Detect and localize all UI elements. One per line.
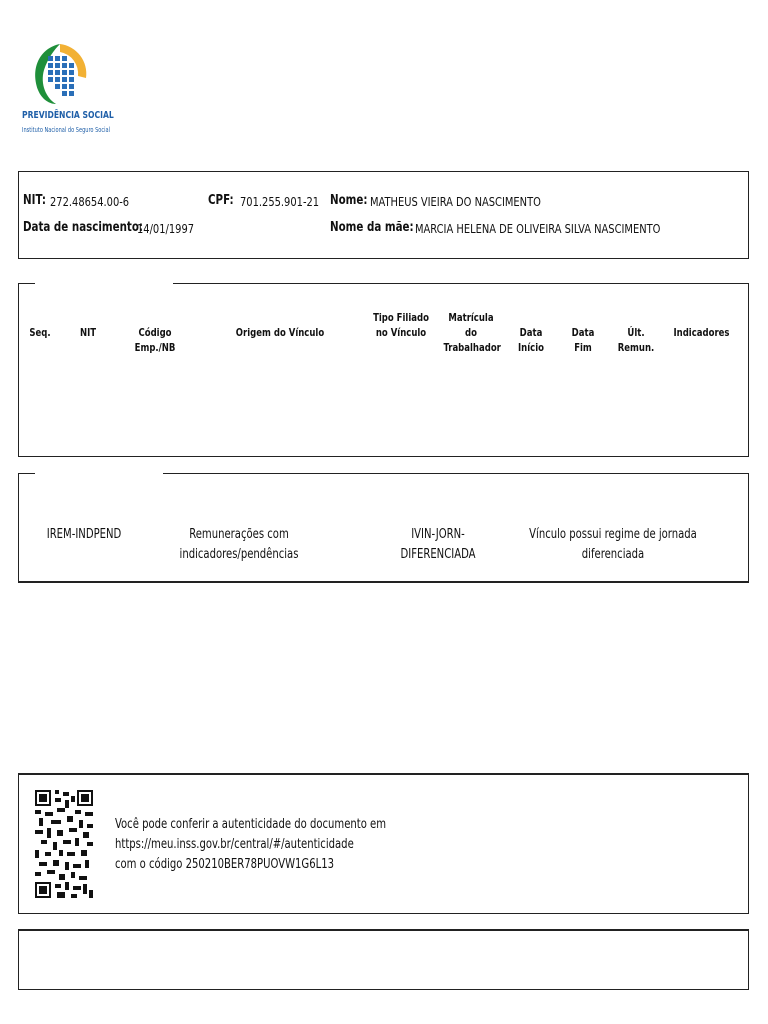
authenticity-url: https://meu.inss.gov.br/central/#/autenticidade <box>115 837 354 852</box>
header-indicadores: Indicadores <box>673 326 730 339</box>
authenticity-text <box>115 815 386 875</box>
logo-subtitle: Instituto Nacional do Seguro Social <box>22 126 111 134</box>
header-tipo-filiado: Tipo Filiado no Vínculo <box>373 311 429 339</box>
authenticity-code: com o código 250210BER78PUOVW1G6L13 <box>115 857 335 872</box>
mae-value: MARCIA HELENA DE OLIVEIRA SILVA NASCIMENTO <box>415 221 661 236</box>
header-codigo-emp: Código Emp./NB <box>134 326 176 354</box>
nit-label: NIT: <box>23 193 46 208</box>
header-matricula: Matrícula do Trabalhador <box>443 311 501 354</box>
nome-label: Nome: <box>330 193 368 208</box>
previdencia-logo <box>20 38 114 142</box>
header-seq: Seq. <box>29 326 51 339</box>
indicadores-legend-box <box>18 473 749 583</box>
header-data-fim: Data Fim <box>571 326 595 354</box>
legend-desc-ivin: Vínculo possui regime de jornada diferenciada <box>529 527 697 562</box>
logo-title: PREVIDÊNCIA SOCIAL <box>22 110 114 121</box>
header-ult-remun: Últ. Remun. <box>617 326 655 354</box>
nome-value: MATHEUS VIEIRA DO NASCIMENTO <box>370 194 541 209</box>
header-data-inicio: Data Início <box>518 326 544 354</box>
nascimento-label: Data de nascimento: <box>23 220 144 235</box>
nascimento-value: 14/01/1997 <box>137 221 195 236</box>
person-info-box <box>18 171 749 259</box>
nit-value: 272.48654.00-6 <box>50 194 130 209</box>
header-origem-vinculo: Origem do Vínculo <box>235 326 325 339</box>
legend-code-ivin-line1: IVIN-JORN- <box>411 527 465 542</box>
authenticity-line-1: Você pode conferir a autenticidade do documento em <box>115 817 387 832</box>
legend-code-ivin-line2: DIFERENCIADA <box>400 547 476 562</box>
legend-code-irem: IREM-INDPEND <box>46 527 122 542</box>
vinculos-table-box <box>18 283 749 457</box>
legend-desc-irem: Remunerações com indicadores/pendências <box>179 527 299 562</box>
cpf-label: CPF: <box>208 193 234 208</box>
header-nit: NIT <box>79 326 97 339</box>
footer-box <box>18 929 749 990</box>
mae-label: Nome da mãe: <box>330 220 414 235</box>
authenticity-box <box>18 773 749 914</box>
cpf-value: 701.255.901-21 <box>240 194 320 209</box>
previdencia-emblem-icon <box>20 38 104 114</box>
qr-code-icon <box>35 790 93 898</box>
